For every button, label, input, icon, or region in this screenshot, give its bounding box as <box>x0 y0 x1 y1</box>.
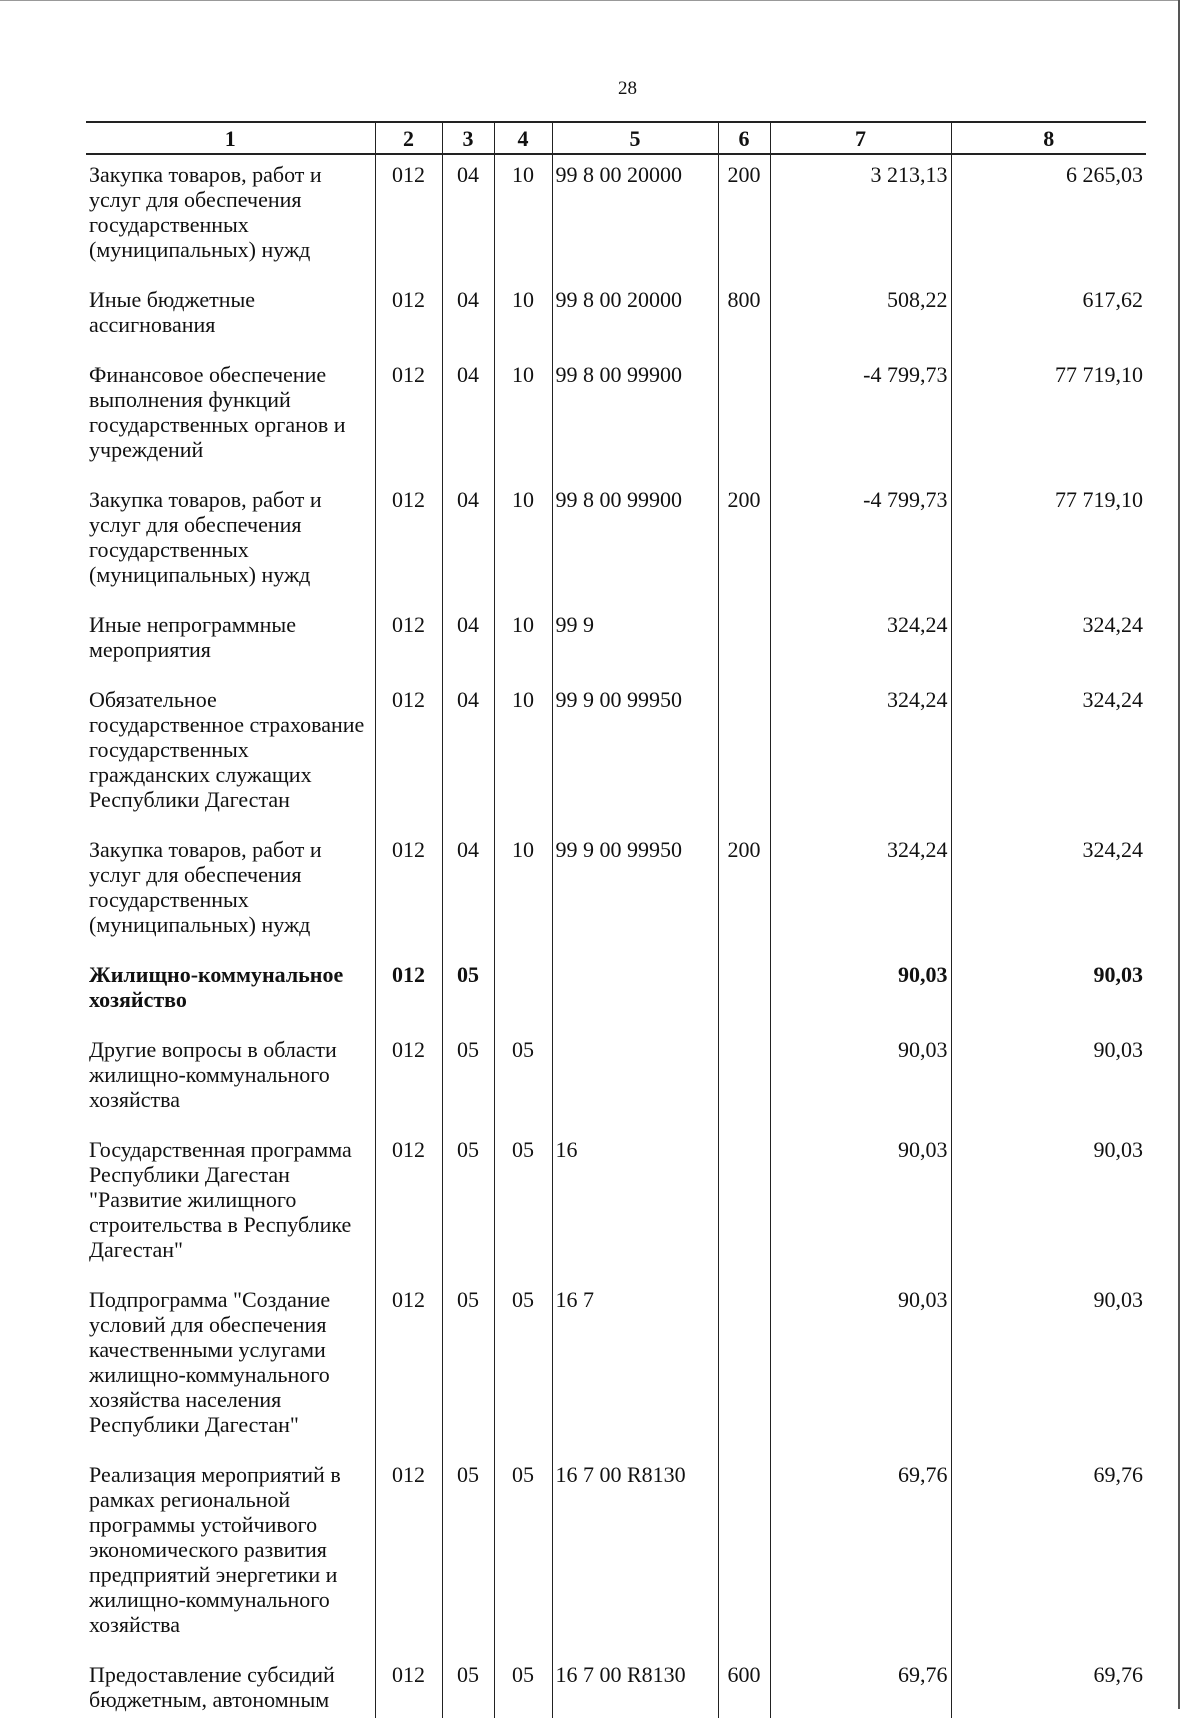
table-row <box>86 1280 1146 1455</box>
amount-col-8: 90,03 <box>951 1130 1146 1280</box>
section-code: 04 <box>442 480 494 605</box>
ministry-code: 012 <box>375 1280 442 1455</box>
subsection-code: 10 <box>494 480 552 605</box>
row-name: Закупка товаров, работ и услуг для обеспечения государственных (муниципальных) нужд <box>89 837 322 937</box>
header-col-3: 3 <box>442 122 494 154</box>
header-col-8: 8 <box>951 122 1146 154</box>
amount-col-7: 90,03 <box>770 1030 951 1130</box>
row-name: Подпрограмма "Создание условий для обеспечения качественными услугами жилищно-коммунального хозяйства населения Республики Дагестан" <box>89 1287 331 1437</box>
target-article-code: 99 9 00 99950 <box>552 680 718 830</box>
amount-col-7: -4 799,73 <box>770 355 951 480</box>
target-article-code: 99 8 00 99900 <box>552 355 718 480</box>
subsection-code: 10 <box>494 830 552 955</box>
scan-top-edge <box>0 0 1180 1</box>
target-article-code: 16 <box>552 1130 718 1280</box>
table-row <box>86 830 1146 955</box>
target-article-code: 16 7 <box>552 1280 718 1455</box>
table-row <box>86 480 1146 605</box>
row-name: Жилищно-коммунальное хозяйство <box>89 962 344 1012</box>
ministry-code: 012 <box>375 680 442 830</box>
amount-col-7: 90,03 <box>770 955 951 1030</box>
expense-type-code: 800 <box>718 280 770 355</box>
budget-table <box>86 121 1146 1718</box>
amount-col-8: 77 719,10 <box>951 480 1146 605</box>
amount-col-8: 77 719,10 <box>951 355 1146 480</box>
expense-type-code <box>718 1030 770 1130</box>
section-code: 04 <box>442 680 494 830</box>
subsection-code <box>494 955 552 1030</box>
amount-col-8: 90,03 <box>951 1280 1146 1455</box>
header-col-2: 2 <box>375 122 442 154</box>
target-article-code: 99 8 00 99900 <box>552 480 718 605</box>
amount-col-7: 90,03 <box>770 1280 951 1455</box>
section-code: 05 <box>442 1130 494 1280</box>
target-article-code: 16 7 00 R8130 <box>552 1655 718 1718</box>
row-name: Другие вопросы в области жилищно-коммунального хозяйства <box>89 1037 337 1112</box>
table-row <box>86 280 1146 355</box>
section-code: 04 <box>442 280 494 355</box>
section-code: 05 <box>442 1280 494 1455</box>
section-code: 05 <box>442 955 494 1030</box>
section-code: 04 <box>442 830 494 955</box>
amount-col-8: 90,03 <box>951 1030 1146 1130</box>
row-name: Реализация мероприятий в рамках региональной программы устойчивого экономического развития предприятий энергетики и жилищно-коммунального хозяйства <box>89 1462 341 1637</box>
table-row <box>86 605 1146 680</box>
section-code: 04 <box>442 154 494 280</box>
section-code: 04 <box>442 355 494 480</box>
table-row-section-total <box>86 955 1146 1030</box>
ministry-code: 012 <box>375 355 442 480</box>
page-number: 28 <box>618 78 637 99</box>
expense-type-code: 200 <box>718 830 770 955</box>
amount-col-8: 324,24 <box>951 830 1146 955</box>
amount-col-8: 69,76 <box>951 1455 1146 1655</box>
amount-col-8: 324,24 <box>951 605 1146 680</box>
expense-type-code <box>718 605 770 680</box>
header-col-1: 1 <box>86 122 375 154</box>
amount-col-7: 90,03 <box>770 1130 951 1280</box>
scan-right-edge <box>1178 0 1180 1709</box>
subsection-code: 05 <box>494 1130 552 1280</box>
subsection-code: 05 <box>494 1030 552 1130</box>
header-col-7: 7 <box>770 122 951 154</box>
row-name: Предоставление субсидий бюджетным, автономным <box>89 1662 335 1712</box>
expense-type-code <box>718 955 770 1030</box>
table-row <box>86 154 1146 280</box>
expense-type-code: 600 <box>718 1655 770 1718</box>
amount-col-7: 324,24 <box>770 680 951 830</box>
ministry-code: 012 <box>375 830 442 955</box>
table-row <box>86 680 1146 830</box>
ministry-code: 012 <box>375 1130 442 1280</box>
target-article-code: 99 8 00 20000 <box>552 280 718 355</box>
expense-type-code <box>718 680 770 830</box>
header-col-6: 6 <box>718 122 770 154</box>
table-row <box>86 355 1146 480</box>
target-article-code <box>552 1030 718 1130</box>
expense-type-code <box>718 355 770 480</box>
subsection-code: 05 <box>494 1280 552 1455</box>
ministry-code: 012 <box>375 154 442 280</box>
ministry-code: 012 <box>375 1030 442 1130</box>
subsection-code: 10 <box>494 605 552 680</box>
subsection-code: 05 <box>494 1455 552 1655</box>
target-article-code: 16 7 00 R8130 <box>552 1455 718 1655</box>
target-article-code: 99 9 00 99950 <box>552 830 718 955</box>
header-col-5: 5 <box>552 122 718 154</box>
subsection-code: 10 <box>494 680 552 830</box>
ministry-code: 012 <box>375 605 442 680</box>
target-article-code: 99 8 00 20000 <box>552 154 718 280</box>
target-article-code <box>552 955 718 1030</box>
table-row <box>86 1030 1146 1130</box>
section-code: 05 <box>442 1455 494 1655</box>
amount-col-7: 69,76 <box>770 1455 951 1655</box>
row-name: Закупка товаров, работ и услуг для обеспечения государственных (муниципальных) нужд <box>89 487 322 587</box>
amount-col-8: 90,03 <box>951 955 1146 1030</box>
header-col-4: 4 <box>494 122 552 154</box>
ministry-code: 012 <box>375 955 442 1030</box>
table-row <box>86 1455 1146 1655</box>
amount-col-7: 69,76 <box>770 1655 951 1718</box>
amount-col-7: 324,24 <box>770 605 951 680</box>
section-code: 05 <box>442 1030 494 1130</box>
row-name: Закупка товаров, работ и услуг для обеспечения государственных (муниципальных) нужд <box>89 162 322 262</box>
row-name: Иные бюджетные ассигнования <box>89 287 256 337</box>
subsection-code: 10 <box>494 280 552 355</box>
row-name: Государственная программа Республики Дагестан "Развитие жилищного строительства в Республике Дагестан" <box>89 1137 352 1262</box>
amount-col-8: 617,62 <box>951 280 1146 355</box>
expense-type-code <box>718 1130 770 1280</box>
amount-col-8: 324,24 <box>951 680 1146 830</box>
amount-col-7: 508,22 <box>770 280 951 355</box>
amount-col-7: 3 213,13 <box>770 154 951 280</box>
expense-type-code: 200 <box>718 154 770 280</box>
expense-type-code: 200 <box>718 480 770 605</box>
table-row <box>86 1130 1146 1280</box>
row-name: Обязательное государственное страхование государственных гражданских служащих Республики Дагестан <box>89 687 365 812</box>
ministry-code: 012 <box>375 1655 442 1718</box>
ministry-code: 012 <box>375 280 442 355</box>
subsection-code: 10 <box>494 154 552 280</box>
ministry-code: 012 <box>375 1455 442 1655</box>
target-article-code: 99 9 <box>552 605 718 680</box>
row-name: Иные непрограммные мероприятия <box>89 612 296 662</box>
amount-col-7: 324,24 <box>770 830 951 955</box>
expense-type-code <box>718 1280 770 1455</box>
section-code: 04 <box>442 605 494 680</box>
expense-type-code <box>718 1455 770 1655</box>
subsection-code: 10 <box>494 355 552 480</box>
subsection-code: 05 <box>494 1655 552 1718</box>
section-code: 05 <box>442 1655 494 1718</box>
row-name: Финансовое обеспечение выполнения функций государственных органов и учреждений <box>89 362 346 462</box>
amount-col-8: 69,76 <box>951 1655 1146 1718</box>
header-row <box>86 122 1146 154</box>
amount-col-7: -4 799,73 <box>770 480 951 605</box>
ministry-code: 012 <box>375 480 442 605</box>
amount-col-8: 6 265,03 <box>951 154 1146 280</box>
